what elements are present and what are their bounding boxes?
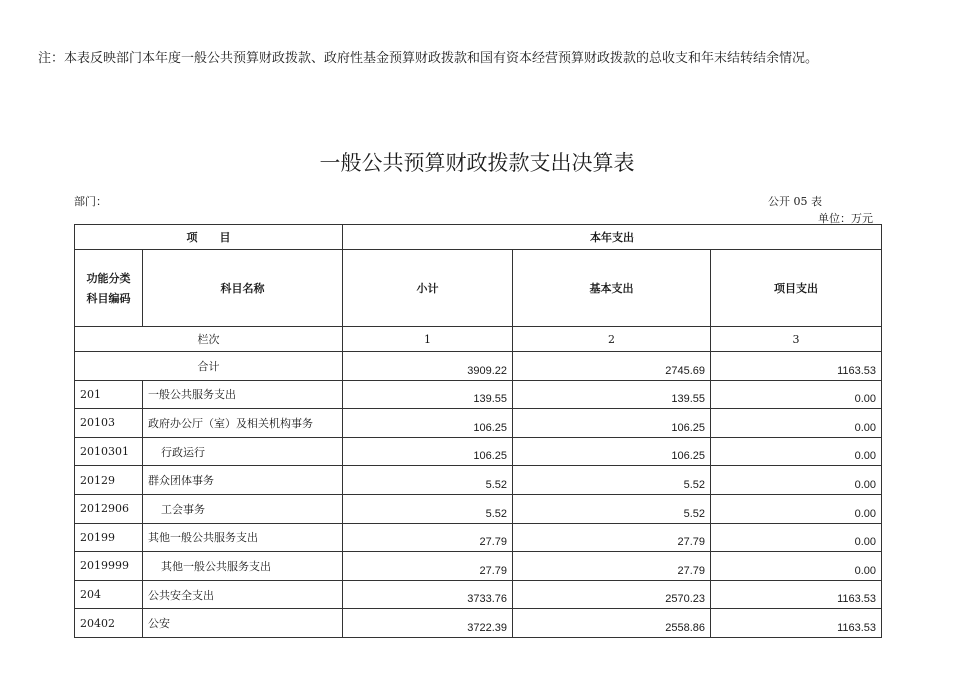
row-name: 行政运行 <box>143 437 343 466</box>
row-basic: 2558.86 <box>513 609 711 638</box>
row-project: 0.00 <box>711 552 882 581</box>
row-basic: 2570.23 <box>513 580 711 609</box>
unit-label: 单位：万元 <box>818 212 873 225</box>
column-index-row <box>75 327 882 352</box>
table-row <box>75 552 882 581</box>
row-code: 2019999 <box>75 552 143 581</box>
row-code: 20402 <box>75 609 143 638</box>
total-label: 合计 <box>75 352 343 381</box>
row-code: 204 <box>75 580 143 609</box>
row-name: 政府办公厅（室）及相关机构事务 <box>143 409 343 438</box>
row-name: 工会事务 <box>143 494 343 523</box>
row-subtotal: 27.79 <box>343 523 513 552</box>
row-project: 0.00 <box>711 409 882 438</box>
row-code: 201 <box>75 380 143 409</box>
row-subtotal: 106.25 <box>343 409 513 438</box>
row-subtotal: 106.25 <box>343 437 513 466</box>
row-project: 1163.53 <box>711 580 882 609</box>
header-code-line2: 科目编码 <box>86 292 131 305</box>
form-number: 公开 05 表 <box>768 195 822 208</box>
row-name: 其他一般公共服务支出 <box>143 552 343 581</box>
table-row <box>75 523 882 552</box>
table-row <box>75 580 882 609</box>
table-row <box>75 609 882 638</box>
row-basic: 139.55 <box>513 380 711 409</box>
header-row-2 <box>75 250 882 327</box>
page-title: 一般公共预算财政拨款支出决算表 <box>319 151 635 175</box>
row-subtotal: 5.52 <box>343 466 513 495</box>
expenditure-table <box>74 224 882 638</box>
header-code <box>75 250 143 327</box>
table-row <box>75 409 882 438</box>
row-code: 2010301 <box>75 437 143 466</box>
row-project: 0.00 <box>711 494 882 523</box>
column-index-3: 3 <box>711 327 882 352</box>
row-code: 20199 <box>75 523 143 552</box>
row-basic: 27.79 <box>513 523 711 552</box>
header-project: 项 目 <box>75 225 343 250</box>
header-basic: 基本支出 <box>513 250 711 327</box>
row-basic: 106.25 <box>513 409 711 438</box>
header-code-line1: 功能分类 <box>86 272 131 285</box>
row-basic: 106.25 <box>513 437 711 466</box>
column-index-2: 2 <box>513 327 711 352</box>
row-basic: 27.79 <box>513 552 711 581</box>
row-subtotal: 27.79 <box>343 552 513 581</box>
column-index-1: 1 <box>343 327 513 352</box>
row-name: 其他一般公共服务支出 <box>143 523 343 552</box>
row-code: 20103 <box>75 409 143 438</box>
row-project: 0.00 <box>711 466 882 495</box>
header-project-expense: 项目支出 <box>711 250 882 327</box>
table-row <box>75 380 882 409</box>
row-name: 公共安全支出 <box>143 580 343 609</box>
header-subtotal: 小计 <box>343 250 513 327</box>
table-row <box>75 466 882 495</box>
row-project: 1163.53 <box>711 609 882 638</box>
row-name: 一般公共服务支出 <box>143 380 343 409</box>
row-subtotal: 3722.39 <box>343 609 513 638</box>
row-code: 20129 <box>75 466 143 495</box>
total-subtotal: 3909.22 <box>343 352 513 381</box>
column-index-label: 栏次 <box>75 327 343 352</box>
row-basic: 5.52 <box>513 494 711 523</box>
row-code: 2012906 <box>75 494 143 523</box>
department-label: 部门： <box>74 195 107 208</box>
row-project: 0.00 <box>711 437 882 466</box>
row-subtotal: 5.52 <box>343 494 513 523</box>
row-name: 群众团体事务 <box>143 466 343 495</box>
row-subtotal: 3733.76 <box>343 580 513 609</box>
row-basic: 5.52 <box>513 466 711 495</box>
footnote: 注：本表反映部门本年度一般公共预算财政拨款、政府性基金预算财政拨款和国有资本经营预算财政拨款的总收支和年末结转结余情况。 <box>38 51 819 66</box>
row-project: 0.00 <box>711 380 882 409</box>
header-current-year: 本年支出 <box>343 225 882 250</box>
table-row <box>75 494 882 523</box>
row-project: 0.00 <box>711 523 882 552</box>
row-subtotal: 139.55 <box>343 380 513 409</box>
total-row <box>75 352 882 381</box>
header-row-1 <box>75 225 882 250</box>
total-basic: 2745.69 <box>513 352 711 381</box>
header-name: 科目名称 <box>143 250 343 327</box>
table-row <box>75 437 882 466</box>
total-project: 1163.53 <box>711 352 882 381</box>
row-name: 公安 <box>143 609 343 638</box>
